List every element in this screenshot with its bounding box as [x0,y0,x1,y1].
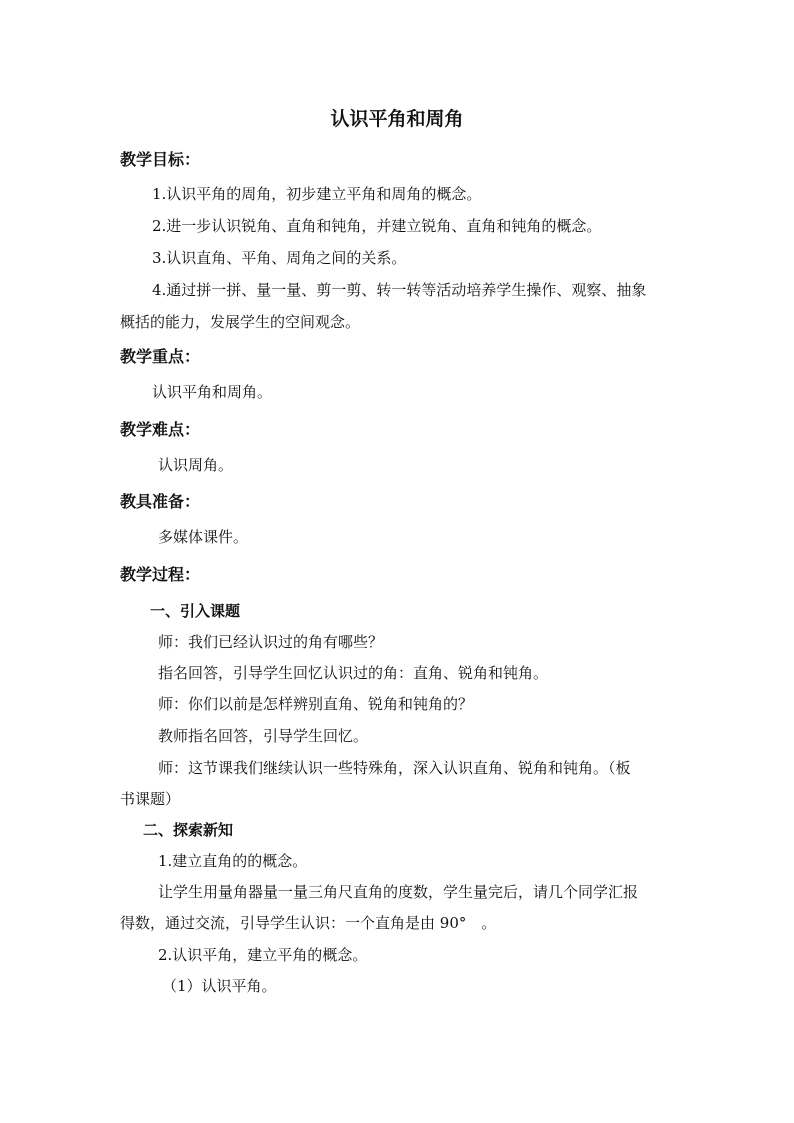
objective-item-3: 3.认识直角、平角、周角之间的关系。 [152,249,407,267]
document-title: 认识平角和周角 [330,108,464,130]
materials-heading: 教具准备： [120,492,201,511]
materials-text: 多媒体课件。 [158,528,249,546]
process-part2-line-4: 2.认识平角，建立平角的概念。 [158,946,368,964]
process-part2-heading: 二、探索新知 [143,821,234,839]
process-part2-line-2: 让学生用量角器量一量三角尺直角的度数，学生量完后，请几个同学汇报 [158,883,639,901]
process-part1-line-2: 指名回答，引导学生回忆认识过的角：直角、锐角和钝角。 [158,664,549,682]
process-heading: 教学过程： [120,565,201,584]
key-points-text: 认识平角和周角。 [152,383,273,401]
process-part1-heading: 一、引入课题 [150,602,241,620]
process-part1-line-3: 师：你们以前是怎样辨别直角、锐角和钝角的？ [158,695,474,713]
process-part2-line-1: 1.建立直角的的概念。 [158,852,308,870]
key-points-heading: 教学重点： [120,347,201,366]
process-part2-line-3: 得数，通过交流，引导学生认识：一个直角是由 90° 。 [120,914,497,932]
process-part1-line-1: 师：我们已经认识过的角有哪些？ [158,633,384,651]
objective-item-2: 2.进一步认识锐角、直角和钝角，并建立锐角、直角和钝角的概念。 [152,217,602,235]
objective-item-4: 4.通过拼一拼、量一量、剪一剪、转一转等活动培养学生操作、观察、抽象 [152,281,647,299]
process-part2-line-5: （1）认识平角。 [162,977,277,995]
process-part1-line-6: 书课题） [120,790,181,808]
objective-item-4-continued: 概括的能力，发展学生的空间观念。 [120,313,361,331]
difficulties-heading: 教学难点： [120,420,201,439]
process-part1-line-4: 教师指名回答，引导学生回忆。 [158,727,369,745]
process-part1-line-5: 师：这节课我们继续认识一些特殊角，深入认识直角、锐角和钝角。（板 [158,759,631,777]
objectives-heading: 教学目标： [120,150,201,169]
objective-item-1: 1.认识平角的周角，初步建立平角和周角的概念。 [152,185,482,203]
difficulties-text: 认识周角。 [158,456,234,474]
